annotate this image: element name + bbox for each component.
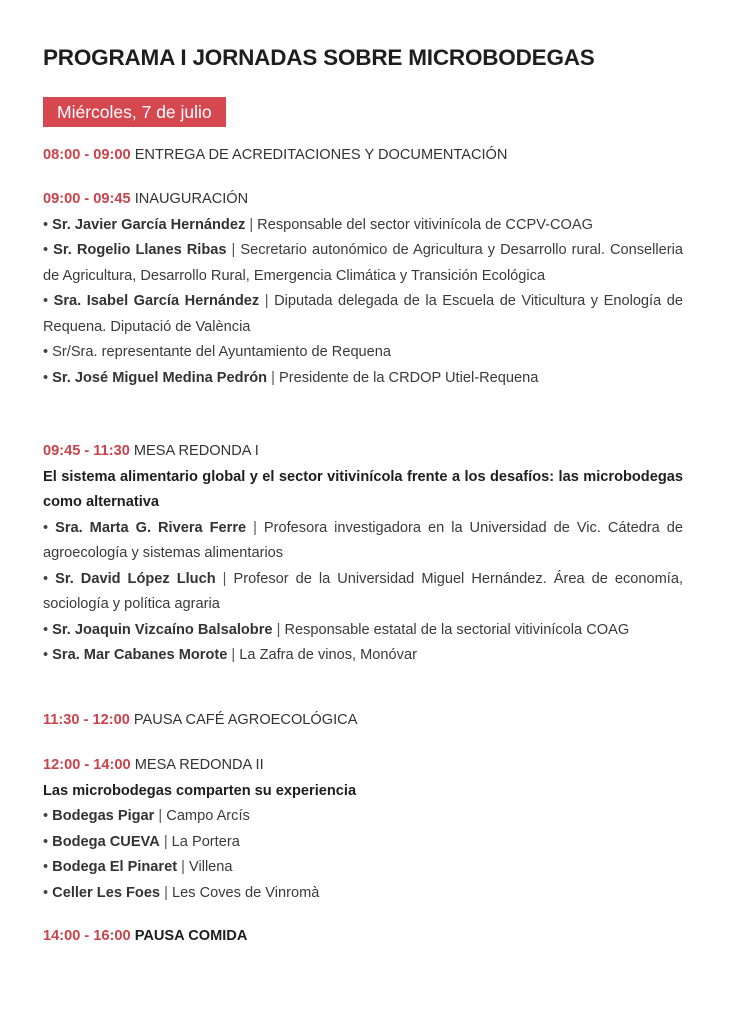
bullet: • — [43, 293, 49, 309]
speaker-role: Profesora investigadora en la Universidad de Vic. Cátedra de agroecología y sistemas alimentarios — [43, 519, 684, 561]
bullet: • — [43, 242, 49, 258]
bullet: • — [43, 519, 49, 536]
block-header — [43, 439, 683, 465]
bullet: • — [43, 216, 49, 233]
block-header — [43, 143, 683, 169]
winery-item — [43, 881, 683, 907]
bullet: • — [43, 884, 49, 901]
block-label: MESA REDONDA I — [133, 443, 259, 459]
block-label: ENTREGA DE ACREDITACIONES Y DOCUMENTACIÓN — [134, 147, 508, 163]
speaker-name: Sr. David López Lluch — [55, 570, 216, 587]
speaker-role: Secretario autonómico de Agricultura y Desarrollo rural. Conselleria de Agricultura, Desarrollo Rural, Emergencia Climática y Transición Ecológica — [43, 242, 683, 284]
block-label: MESA REDONDA II — [134, 757, 264, 773]
block-subtitle: Las microbodegas comparten su experiencia — [43, 782, 357, 799]
winery-item — [43, 830, 683, 856]
speaker-role: La Zafra de vinos, Monóvar — [239, 647, 417, 663]
speaker-name: Sr. José Miguel Medina Pedrón — [52, 369, 268, 386]
block-header — [43, 187, 683, 213]
block-time: 14:00 - 16:00 — [43, 928, 131, 944]
schedule-block-round-table-2 — [43, 753, 683, 906]
block-time: 09:45 - 11:30 — [43, 443, 130, 459]
separator: | — [181, 859, 185, 875]
winery-name: Bodega CUEVA — [52, 833, 160, 850]
winery-location: Campo Arcís — [166, 808, 250, 824]
speaker-name: Sra. Marta G. Rivera Ferre — [55, 519, 247, 536]
block-label: INAUGURACIÓN — [134, 191, 249, 207]
speaker-role: Diputada delegada de la Escuela de Viticultura y Enología de Requena. Diputació de València — [43, 293, 683, 335]
block-header — [43, 753, 683, 779]
separator: | — [222, 570, 227, 587]
bullet: • — [43, 808, 49, 824]
separator: | — [164, 884, 168, 901]
separator: | — [271, 369, 275, 386]
speaker-item — [43, 213, 683, 239]
winery-location: Les Coves de Vinromà — [171, 884, 320, 901]
speaker-name: Sr. Javier García Hernández — [52, 216, 246, 233]
block-time: 11:30 - 12:00 — [43, 712, 130, 728]
block-label: PAUSA CAFÉ AGROECOLÓGICA — [133, 712, 358, 728]
speaker-item — [43, 340, 683, 366]
separator: | — [253, 519, 257, 536]
winery-name: Celler Les Foes — [52, 884, 161, 901]
bullet: • — [43, 833, 49, 850]
speaker-item — [43, 618, 683, 644]
speaker-name: Sr. Joaquin Vizcaíno Balsalobre — [52, 621, 273, 638]
separator: | — [264, 293, 269, 309]
schedule-block-round-table-1 — [43, 439, 683, 669]
winery-item — [43, 804, 683, 830]
bullet: • — [43, 570, 49, 587]
bullet: • — [43, 621, 49, 638]
speaker-item — [43, 643, 683, 669]
schedule-block-lunch — [43, 924, 683, 950]
speaker-item — [43, 289, 683, 340]
schedule-block-accreditation — [43, 143, 683, 169]
winery-name: Bodegas Pigar — [52, 808, 155, 824]
day-badge: Miércoles, 7 de julio — [43, 97, 226, 127]
bullet: • — [43, 369, 49, 386]
winery-location: Villena — [188, 859, 233, 875]
speaker-name: Sra. Isabel García Hernández — [53, 293, 260, 309]
separator: | — [163, 833, 168, 850]
schedule-block-inauguration — [43, 187, 683, 391]
speaker-item — [43, 238, 683, 289]
separator: | — [249, 216, 254, 233]
speaker-plain: Sr/Sra. representante del Ayuntamiento de Requena — [52, 344, 392, 360]
bullet: • — [43, 647, 49, 663]
block-time: 08:00 - 09:00 — [43, 147, 131, 163]
speaker-item — [43, 366, 683, 392]
bullet: • — [43, 344, 49, 360]
page-title: PROGRAMA I JORNADAS SOBRE MICROBODEGAS — [43, 45, 595, 70]
block-header — [43, 708, 683, 734]
schedule-block-coffee-break — [43, 708, 683, 734]
speaker-name: Sr. Rogelio Llanes Ribas — [53, 242, 227, 258]
block-time: 12:00 - 14:00 — [43, 757, 131, 773]
bullet: • — [43, 859, 49, 875]
block-subtitle: El sistema alimentario global y el sector vitivinícola frente a los desafíos: las microbodegas como alternativa — [43, 468, 683, 510]
separator: | — [158, 808, 163, 824]
separator: | — [231, 647, 236, 663]
speaker-item — [43, 567, 683, 618]
speaker-role: Presidente de la CRDOP Utiel-Requena — [279, 369, 539, 386]
speaker-role: Profesor de la Universidad Miguel Hernández. Área de economía, sociología y política agraria — [43, 570, 683, 612]
winery-name: Bodega El Pinaret — [52, 859, 178, 875]
separator: | — [276, 621, 281, 638]
block-header — [43, 924, 683, 950]
speaker-role: Responsable del sector vitivinícola de CCPV-COAG — [257, 216, 593, 233]
speaker-name: Sra. Mar Cabanes Morote — [52, 647, 228, 663]
separator: | — [231, 242, 236, 258]
block-time: 09:00 - 09:45 — [43, 191, 131, 207]
speaker-role: Responsable estatal de la sectorial vitivinícola COAG — [284, 621, 630, 638]
winery-location: La Portera — [171, 833, 240, 850]
winery-item — [43, 855, 683, 881]
block-label: PAUSA COMIDA — [134, 928, 248, 944]
speaker-item — [43, 516, 683, 567]
